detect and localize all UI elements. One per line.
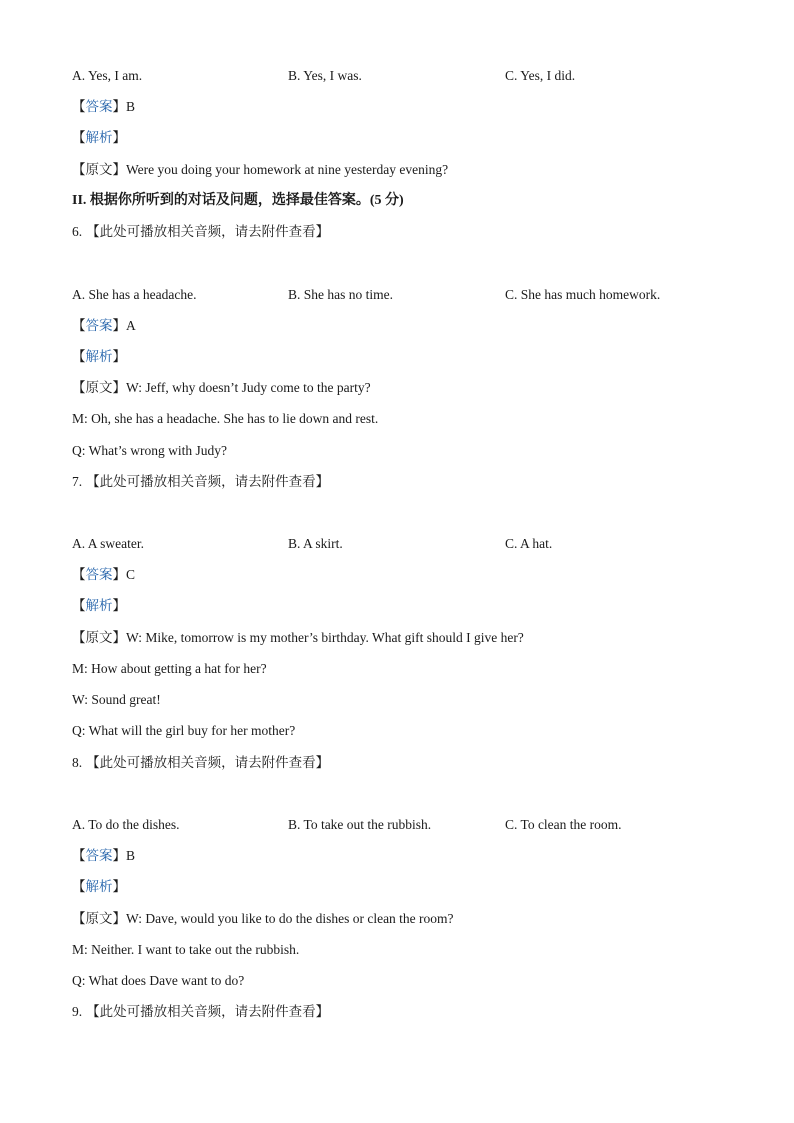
q6-option-c: C. She has much homework.: [505, 287, 661, 302]
q5-option-a: A. Yes, I am.: [72, 68, 143, 83]
q7-transcript: 【原文】W: Mike, tomorrow is my mother’s birthday. What gift should I give her?: [72, 630, 524, 645]
analysis-tag: 解析: [85, 349, 113, 364]
answer-tag: 答案: [85, 567, 113, 582]
q5-transcript: 【原文】Were you doing your homework at nine yesterday evening?: [72, 162, 449, 177]
q8-transcript-line-1: W: Dave, would you like to do the dishes or clean the room?: [126, 911, 454, 926]
q6-transcript-line-3: Q: What’s wrong with Judy?: [72, 443, 227, 458]
answer-tag: 答案: [85, 318, 113, 333]
q7-answer: 【答案】C: [72, 567, 136, 582]
analysis-tag: 解析: [85, 130, 113, 145]
q8-transcript-line-3: Q: What does Dave want to do?: [72, 973, 245, 988]
q6-transcript: 【原文】W: Jeff, why doesn’t Judy come to the party?: [72, 380, 371, 395]
q8-transcript-line-2: M: Neither. I want to take out the rubbish.: [72, 942, 300, 957]
analysis-tag: 解析: [85, 879, 113, 894]
q8-number: 8.: [72, 755, 83, 770]
q7-analysis: 【解析】: [72, 598, 126, 613]
q6-audio-notice[interactable]: 【此处可播放相关音频，请去附件查看】: [86, 224, 330, 239]
q7-transcript-line-3: W: Sound great!: [72, 692, 161, 707]
q5-answer-value: B: [126, 99, 136, 114]
q5-option-c: C. Yes, I did.: [505, 68, 576, 83]
q7-number: 7.: [72, 474, 83, 489]
q7-audio-notice[interactable]: 【此处可播放相关音频，请去附件查看】: [86, 474, 330, 489]
q7-answer-value: C: [126, 567, 136, 582]
transcript-tag: 原文: [85, 630, 113, 645]
transcript-tag: 原文: [85, 380, 113, 395]
q7-option-a: A. A sweater.: [72, 536, 144, 551]
transcript-tag: 原文: [85, 911, 113, 926]
q8-transcript: 【原文】W: Dave, would you like to do the dishes or clean the room?: [72, 911, 454, 926]
answer-tag: 答案: [85, 99, 113, 114]
q7-transcript-line-4: Q: What will the girl buy for her mother?: [72, 723, 296, 738]
q6-analysis: 【解析】: [72, 349, 126, 364]
q8-option-a: A. To do the dishes.: [72, 817, 180, 832]
q6-option-a: A. She has a headache.: [72, 287, 197, 302]
q6-answer: 【答案】A: [72, 318, 136, 333]
q7-transcript-line-2: M: How about getting a hat for her?: [72, 661, 267, 676]
q8-analysis: 【解析】: [72, 879, 126, 894]
q6-number: 6.: [72, 224, 83, 239]
q6-transcript-line-1: W: Jeff, why doesn’t Judy come to the party?: [126, 380, 371, 395]
q6-audio-line: [72, 223, 734, 241]
q7-transcript-line-1: W: Mike, tomorrow is my mother’s birthday. What gift should I give her?: [126, 630, 524, 645]
q9-audio-notice[interactable]: 【此处可播放相关音频，请去附件查看】: [86, 1004, 330, 1019]
q9-number: 9.: [72, 1004, 83, 1019]
q6-option-b: B. She has no time.: [288, 287, 393, 302]
q5-transcript-text: Were you doing your homework at nine yesterday evening?: [126, 162, 449, 177]
q9-audio-line: [72, 1003, 734, 1021]
q8-audio-notice[interactable]: 【此处可播放相关音频，请去附件查看】: [86, 755, 330, 770]
q8-option-c: C. To clean the room.: [505, 817, 622, 832]
q7-option-b: B. A skirt.: [288, 536, 343, 551]
q7-audio-line: [72, 473, 734, 491]
q5-option-b: B. Yes, I was.: [288, 68, 362, 83]
analysis-tag: 解析: [85, 598, 113, 613]
q8-answer-value: B: [126, 848, 136, 863]
q8-audio-line: [72, 754, 734, 772]
q8-answer: 【答案】B: [72, 848, 136, 863]
q6-answer-value: A: [126, 318, 136, 333]
section-2-heading: II. 根据你所听到的对话及问题，选择最佳答案。(5 分): [72, 193, 404, 208]
q7-option-c: C. A hat.: [505, 536, 553, 551]
q5-answer: 【答案】B: [72, 99, 136, 114]
transcript-tag: 原文: [85, 162, 113, 177]
q5-analysis: 【解析】: [72, 130, 126, 145]
q6-transcript-line-2: M: Oh, she has a headache. She has to lie down and rest.: [72, 411, 379, 426]
q8-option-b: B. To take out the rubbish.: [288, 817, 432, 832]
answer-tag: 答案: [85, 848, 113, 863]
